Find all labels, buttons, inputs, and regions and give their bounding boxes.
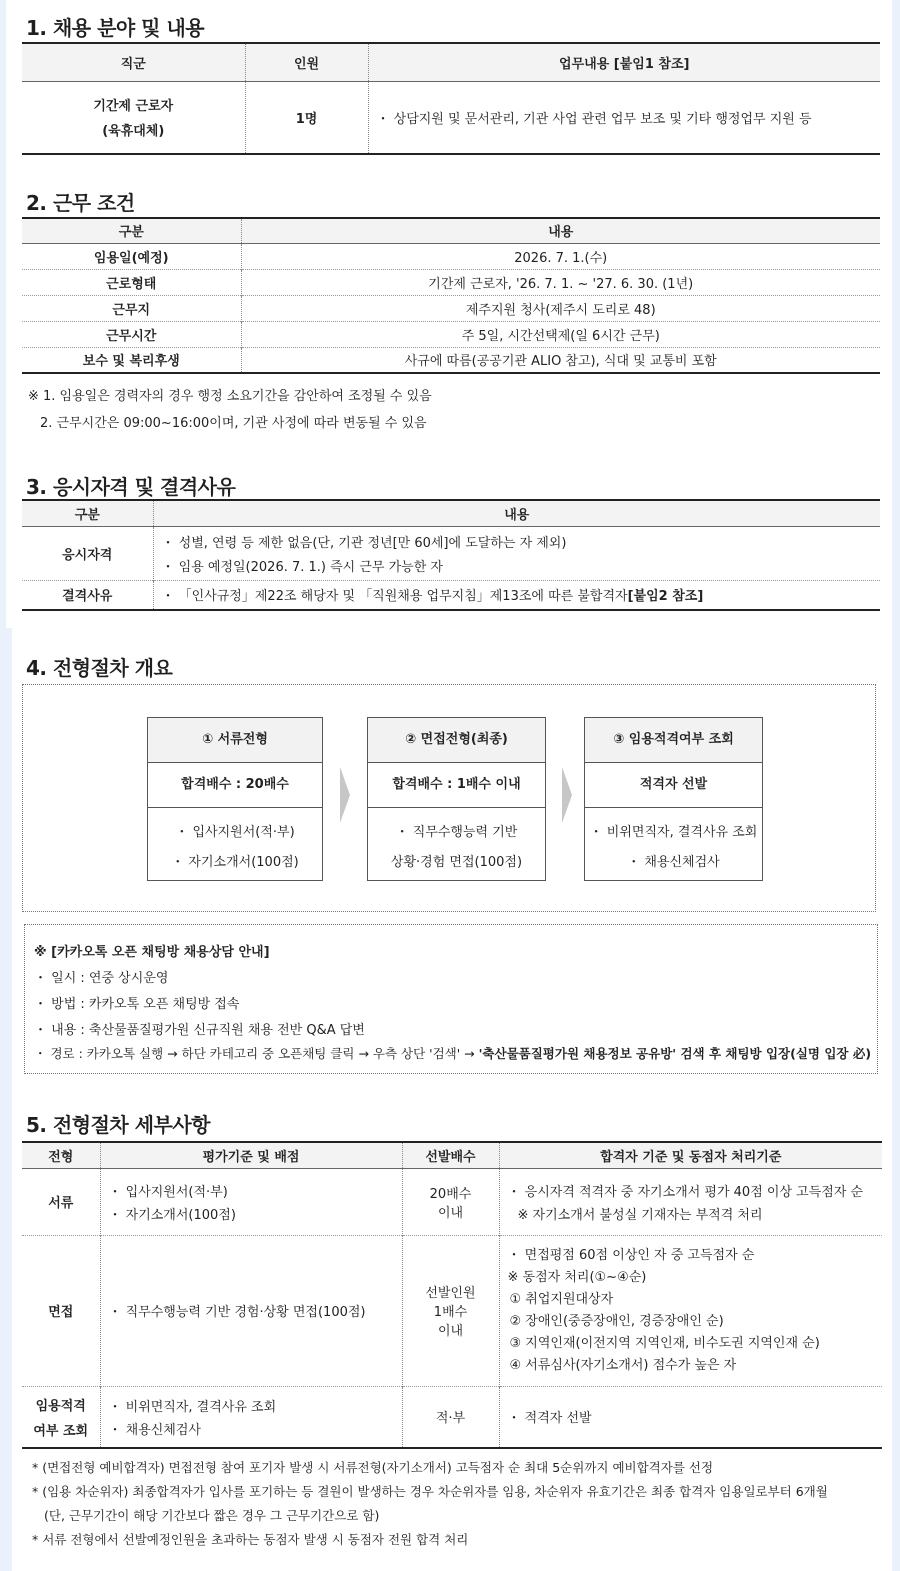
kakao-title: ※ [카카오톡 오픈 채팅방 채용상담 안내] — [34, 945, 270, 960]
stage-line: 임용적격 — [35, 1398, 86, 1414]
detail-note-2: * (임용 차순위자) 최종합격자가 입사를 포기하는 등 결원이 발생하는 경우 차순위자를 임용, 차순위자 유효기간은 최종 합격자 임용일로부터 6개월 — [32, 1484, 828, 1499]
standard-line: ④ 서류심사(자기소개서) 점수가 높은 자 — [509, 1357, 737, 1373]
criteria-line: ・ 자기소개서(100점) — [108, 1207, 236, 1223]
condition-label: 근로형태 — [22, 269, 241, 295]
standard-line: ① 취업지원대상자 — [509, 1291, 614, 1307]
eligibility-criteria — [100, 1386, 402, 1448]
step-criteria: 적격자 선발 — [585, 763, 762, 808]
chevron-right-icon — [340, 767, 350, 823]
standard-line: ・ 응시자격 적격자 중 자기소개서 평가 40점 이상 고득점자 순 — [507, 1184, 864, 1200]
eligibility-table — [22, 499, 880, 611]
detail-note-3: (단, 근무기간이 해당 기간보다 짧은 경우 그 근무기간으로 함) — [44, 1508, 380, 1523]
step-eligibility-box — [584, 717, 763, 881]
condition-label: 근무시간 — [22, 321, 241, 347]
header-category: 구분 — [22, 500, 153, 526]
kakao-line-schedule: ・ 일시 : 연중 상시운영 — [34, 971, 169, 986]
interview-criteria: ・ 직무수행능력 기반 경험·상황 면접(100점) — [100, 1235, 402, 1386]
multiple-line: 선발인원 — [425, 1286, 476, 1301]
eligibility-line-1: ・ 성별, 연령 등 제한 없음(단, 기관 정년[만 60세]에 도달하는 자 제외) — [161, 535, 567, 551]
multiple-line: 1배수 — [433, 1305, 468, 1320]
header-multiple: 선발배수 — [402, 1142, 499, 1168]
eligibility-label: 응시자격 — [22, 526, 153, 580]
recruit-table — [22, 42, 880, 155]
step-details — [585, 808, 762, 878]
standard-line: ・ 면접평점 60점 이상인 자 중 고득점자 순 — [507, 1247, 755, 1263]
detail-note-4: * 서류 전형에서 선발예정인원을 초과하는 동점자 발생 시 동점자 전원 합격 처리 — [32, 1532, 469, 1547]
criteria-line: ・ 비위면직자, 결격사유 조회 — [108, 1399, 277, 1415]
step-detail-line: ・ 채용신체검사 — [627, 855, 720, 870]
stage-line: 여부 조회 — [33, 1423, 89, 1439]
step-detail-line: ・ 입사지원서(적·부) — [175, 825, 295, 840]
multiple-line: 이내 — [437, 1205, 464, 1221]
kakao-route-bold: '축산물품질평가원 채용정보 공유방' 검색 후 채팅방 입장(실명 입장 必) — [478, 1046, 872, 1061]
step-criteria: 합격배수 : 20배수 — [148, 763, 322, 808]
condition-note-1: ※ 1. 임용일은 경력자의 경우 행정 소요기간을 감안하여 조정될 수 있음 — [28, 389, 432, 404]
section-2-title: 2. 근무 조건 — [26, 191, 135, 215]
condition-value: 주 5일, 시간선택제(일 6시간 근무) — [461, 328, 660, 344]
kakao-line-content: ・ 내용 : 축산물품질평가원 신규직원 채용 전반 Q&A 답변 — [34, 1023, 365, 1038]
eligibility-content — [153, 526, 880, 580]
step-detail-line: 상황·경험 면접(100점) — [390, 855, 523, 870]
eligibility-standard: ・ 적격자 선발 — [507, 1411, 592, 1427]
header-content: 내용 — [241, 218, 880, 243]
job-line-2: (육휴대체) — [102, 124, 165, 140]
condition-label: 근무지 — [22, 295, 241, 321]
step-title: ② 면접전형(최종) — [368, 718, 545, 763]
document-standard — [499, 1168, 882, 1235]
step-criteria: 합격배수 : 1배수 이내 — [368, 763, 545, 808]
step-details — [148, 808, 322, 878]
stage-interview: 면접 — [22, 1235, 100, 1386]
section-4-title: 4. 전형절차 개요 — [26, 656, 173, 680]
selection-detail-table — [22, 1141, 882, 1449]
interview-multiple — [402, 1235, 499, 1386]
detail-note-1: * (면접전형 예비합격자) 면접전형 참여 포기자 발생 시 서류전형(자기소개서) 고득점자 순 최대 5순위까지 예비합격자를 선정 — [32, 1460, 714, 1475]
header-category: 구분 — [22, 218, 241, 243]
header-stage: 전형 — [22, 1142, 100, 1168]
document-multiple — [402, 1168, 499, 1235]
step-details — [368, 808, 545, 878]
disqualification-ref: [붙임2 참조] — [627, 589, 704, 605]
chevron-right-icon — [562, 767, 572, 823]
document-criteria — [100, 1168, 402, 1235]
step-title: ③ 임용적격여부 조회 — [585, 718, 762, 763]
criteria-line: ・ 채용신체검사 — [108, 1422, 201, 1438]
condition-value: 사규에 따름(공공기관 ALIO 참고), 식대 및 교통비 포함 — [404, 354, 717, 370]
condition-label: 임용일(예정) — [22, 243, 241, 269]
step-detail-line: ・ 비위면직자, 결격사유 조회 — [589, 825, 758, 840]
step-title: ① 서류전형 — [148, 718, 322, 763]
header-job: 직군 — [22, 43, 245, 81]
kakao-line-method: ・ 방법 : 카카오톡 오픈 채팅방 접속 — [34, 997, 240, 1012]
job-cell — [22, 81, 245, 154]
section-5-title: 5. 전형절차 세부사항 — [26, 1113, 210, 1137]
standard-line: ③ 지역인재(이전지역 지역인재, 비수도권 지역인재 순) — [509, 1335, 820, 1351]
condition-value: 2026. 7. 1.(수) — [514, 250, 608, 266]
multiple-line: 20배수 — [429, 1186, 472, 1202]
job-line-1: 기간제 근로자 — [93, 99, 174, 115]
stage-eligibility — [22, 1386, 100, 1448]
kakao-line-route — [34, 1044, 871, 1062]
header-criteria: 평가기준 및 배점 — [100, 1142, 402, 1168]
condition-label: 보수 및 복리후생 — [22, 347, 241, 373]
standard-line: ※ 동점자 처리(①~④순) — [507, 1269, 647, 1285]
header-count: 인원 — [245, 43, 368, 81]
header-content: 내용 — [153, 500, 880, 526]
step-detail-line: ・ 직무수행능력 기반 — [395, 825, 518, 840]
interview-standard — [499, 1235, 882, 1386]
section-3-title: 3. 응시자격 및 결격사유 — [26, 475, 236, 499]
condition-value: 제주지원 청사(제주시 도리로 48) — [465, 302, 656, 318]
section-1-title: 1. 채용 분야 및 내용 — [26, 16, 205, 40]
disqualification-content — [153, 580, 880, 610]
eligibility-multiple: 적·부 — [402, 1386, 499, 1448]
header-duty: 업무내용 [붙임1 참조] — [368, 43, 880, 81]
work-condition-table — [22, 217, 880, 374]
stage-document: 서류 — [22, 1168, 100, 1235]
disqualification-text: ・ 「인사규정」제22조 해당자 및 「직원채용 업무지침」제13조에 따른 불합격자 — [161, 589, 628, 605]
criteria-line: ・ 입사지원서(적·부) — [108, 1184, 228, 1200]
multiple-line: 이내 — [437, 1324, 464, 1339]
condition-value: 기간제 근로자, '26. 7. 1. ~ '27. 6. 30. (1년) — [428, 276, 694, 292]
count-cell: 1명 — [245, 81, 368, 154]
duty-cell: ・ 상담지원 및 문서관리, 기관 사업 관련 업무 보조 및 기타 행정업무 지원 등 — [376, 111, 812, 127]
standard-line: ※ 자기소개서 불성실 기재자는 부적격 처리 — [517, 1207, 763, 1223]
header-pass-standard: 합격자 기준 및 동점자 처리기준 — [499, 1142, 882, 1168]
disqualification-label: 결격사유 — [22, 580, 153, 610]
step-interview-box — [367, 717, 546, 881]
step-document-box — [147, 717, 323, 881]
kakao-route-text: ・ 경로 : 카카오톡 실행 → 하단 카테고리 중 오픈채팅 클릭 → 우측 상단 '검색' → — [34, 1046, 479, 1061]
eligibility-line-2: ・ 임용 예정일(2026. 7. 1.) 즉시 근무 가능한 자 — [161, 559, 443, 575]
condition-note-2: 2. 근무시간은 09:00~16:00이며, 기관 사정에 따라 변동될 수 있음 — [40, 416, 427, 431]
step-detail-line: ・ 자기소개서(100점) — [171, 855, 299, 870]
standard-line: ② 장애인(중증장애인, 경증장애인 순) — [509, 1313, 724, 1329]
